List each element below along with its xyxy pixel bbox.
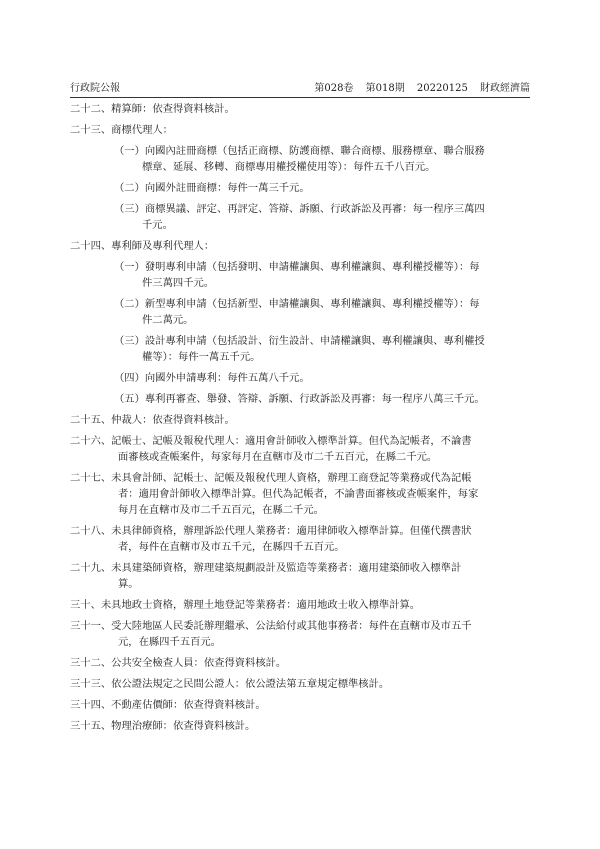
text-line: （一）向國內註冊商標（包括正商標、防護商標、聯合商標、服務標章、聯合服務 bbox=[114, 145, 485, 157]
header-divider bbox=[70, 97, 530, 98]
text-line: 每月在直轄市及市二千五百元，在縣二千元。 bbox=[118, 504, 324, 516]
text-line: （二）新型專利申請（包括新型、申請權讓與、專利權讓與、專利權授權等）：每 bbox=[114, 298, 480, 310]
text-line: （一）發明專利申請（包括發明、申請權讓與、專利權讓與、專利權授權等）：每 bbox=[114, 261, 480, 273]
text-line: 二十三、商標代理人： bbox=[70, 124, 173, 136]
text-line: 者，每件在直轄市及市五千元，在縣四千五百元。 bbox=[118, 541, 345, 553]
text-line: 二十七、未具會計師、記帳士、記帳及報稅代理人資格，辦理工商登記等業務或代為記帳 bbox=[70, 472, 472, 484]
document-body bbox=[70, 101, 530, 734]
text-line: 標章、延展、移轉、商標專用權授權使用等）：每件五千八百元。 bbox=[142, 161, 436, 173]
text-line: 面審核或查帳案件，每家每月在直轄市及市二千五百元，在縣二千元。 bbox=[118, 451, 438, 463]
text-line: 二十九、未具建築師資格，辦理建築規劃設計及監造等業務者：適用建築師收入標準計 bbox=[70, 562, 462, 574]
text-line: 者：適用會計師收入標準計算。但代為記帳者，不論書面審核或查帳案件，每家 bbox=[118, 488, 479, 500]
text-line: 三十四、不動產估價師：依查得資料核計。 bbox=[70, 699, 266, 711]
publication-date: 20220125 bbox=[416, 83, 468, 94]
text-line: （二）向國外註冊商標：每件一萬三千元。 bbox=[114, 182, 310, 194]
text-line: （三）設計專利申請（包括設計、衍生設計、申請權讓與、專利權讓與、專利權授 bbox=[114, 335, 485, 347]
text-line: 件二萬元。 bbox=[142, 314, 194, 326]
issue-info bbox=[305, 82, 530, 96]
text-line: 算。 bbox=[118, 578, 139, 590]
text-line: （四）向國外申請專利：每件五萬八千元。 bbox=[114, 372, 310, 384]
text-line: 三十三、依公證法規定之民間公證人：依公證法第五章規定標準核計。 bbox=[70, 678, 390, 690]
text-line: 三十一、受大陸地區人民委託辦理繼承、公法給付或其他事務者：每件在直轄市及市五千 bbox=[70, 620, 472, 632]
text-line: 二十四、專利師及專利代理人： bbox=[70, 240, 215, 252]
text-line: 二十八、未具律師資格，辦理訴訟代理人業務者：適用律師收入標準計算。但僅代撰書狀 bbox=[70, 525, 472, 537]
text-line: 權等）：每件一萬五千元。 bbox=[142, 351, 261, 363]
text-line: 千元。 bbox=[142, 219, 173, 231]
section-name: 財政經濟篇 bbox=[480, 83, 530, 94]
text-line: 二十二、精算師：依查得資料核計。 bbox=[70, 103, 235, 115]
publication-name: 行政院公報 bbox=[70, 83, 120, 94]
volume-number: 第028卷 bbox=[314, 83, 354, 94]
text-line: 件三萬四千元。 bbox=[142, 277, 215, 289]
text-line: 二十五、仲裁人：依查得資料核計。 bbox=[70, 414, 235, 426]
text-line: 三十五、物理治療師：依查得資料核計。 bbox=[70, 720, 256, 732]
issue-number: 第018期 bbox=[365, 83, 405, 94]
text-line: 三十二、公共安全檢查人員：依查得資料核計。 bbox=[70, 657, 287, 669]
page-header bbox=[70, 82, 530, 96]
text-line: 元，在縣四千五百元。 bbox=[118, 636, 221, 648]
text-line: （五）專利再審查、舉發、答辯、訴願、行政訴訟及再審：每一程序八萬三千元。 bbox=[114, 393, 485, 405]
text-line: 二十六、記帳士、記帳及報稅代理人：適用會計師收入標準計算。但代為記帳者，不論書 bbox=[70, 435, 472, 447]
text-line: （三）商標異議、評定、再評定、答辯、訴願、行政訴訟及再審：每一程序三萬四 bbox=[114, 203, 485, 215]
text-line: 三十、未具地政士資格，辦理土地登記等業務者：適用地政士收入標準計算。 bbox=[70, 599, 421, 611]
